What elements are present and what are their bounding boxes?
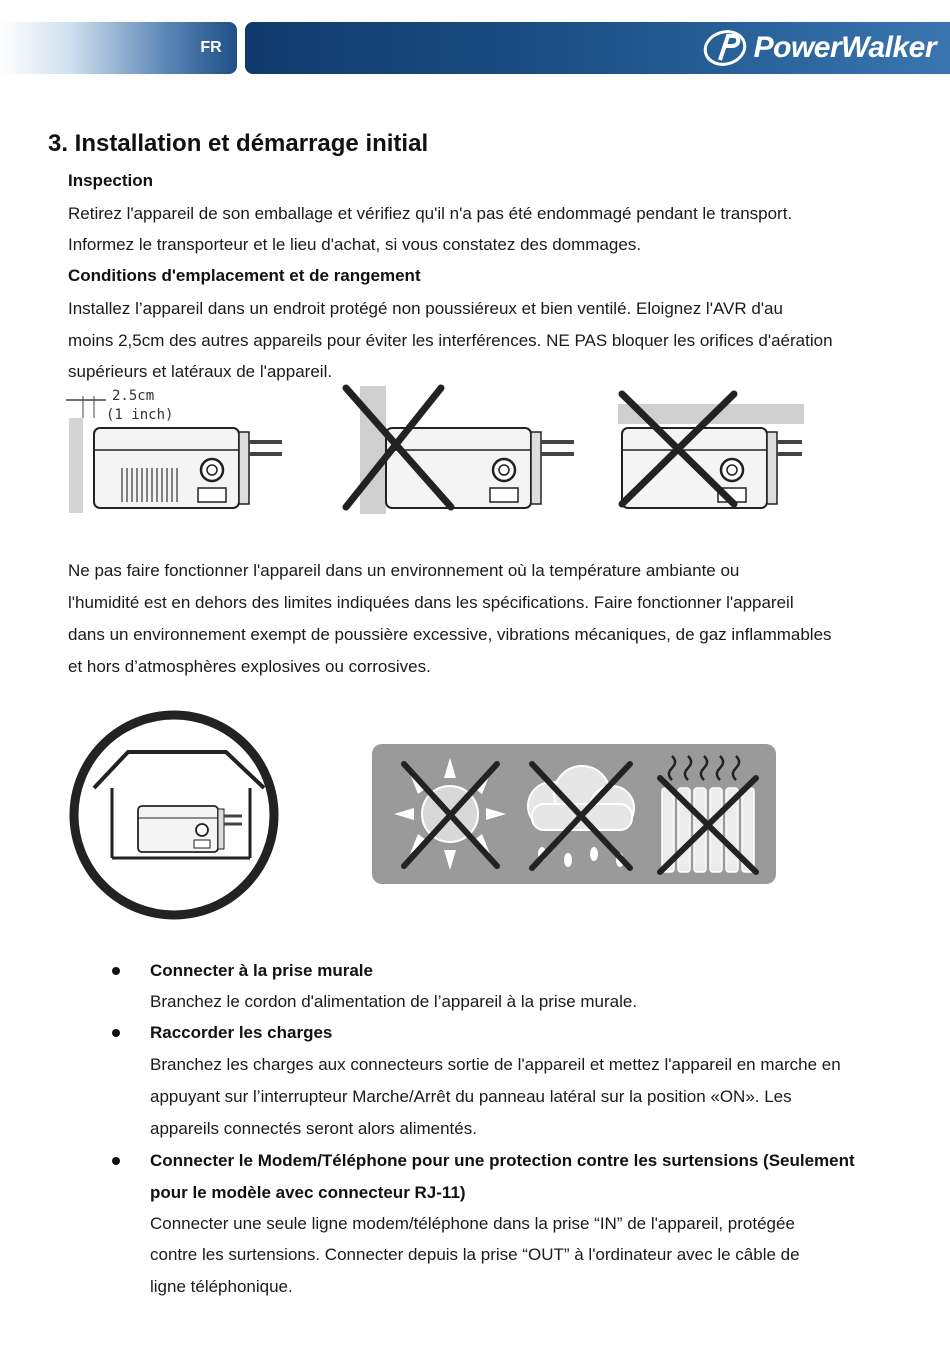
avr-unit-icon: [622, 428, 802, 508]
clearance-label-inch: (1 inch): [106, 407, 174, 423]
sheltered-unit-figure: [66, 708, 282, 922]
no-sun-icon: [394, 758, 506, 870]
avr-unit-icon: [94, 428, 282, 508]
bullet-2-line-2: appuyant sur l’interrupteur Marche/Arrêt du panneau latéral sur la position «ON». Les: [150, 1087, 792, 1106]
prohibited-environment-figure: [372, 744, 776, 884]
brand-name: PowerWalker: [753, 31, 936, 64]
environment-line-2: l'humidité est en dehors des limites indiquées dans les spécifications. Faire fonctionner l'appareil: [68, 593, 794, 612]
bullet-dot: [112, 967, 120, 975]
placement-heading: Conditions d'emplacement et de rangement: [68, 266, 421, 285]
bullet-2-line-3: appareils connectés seront alors alimentés.: [150, 1119, 477, 1138]
language-label: FR: [200, 39, 222, 56]
placement-line-2: moins 2,5cm des autres appareils pour éviter les interférences. NE PAS bloquer les orifices d'aération: [68, 331, 833, 350]
bullet-2-heading: Raccorder les charges: [150, 1023, 333, 1042]
inspection-line-2: Informez le transporteur et le lieu d'achat, si vous constatez des dommages.: [68, 235, 642, 254]
bullet-3-line-1: Connecter une seule ligne modem/téléphone dans la prise “IN” de l'appareil, protégée: [150, 1214, 795, 1233]
clearance-ok-panel: [66, 388, 282, 513]
powerwalker-logo-icon: [702, 28, 748, 68]
environment-line-3: dans un environnement exempt de poussière excessive, vibrations mécaniques, de gaz inflammables: [68, 625, 832, 644]
bullet-3-line-2: contre les surtensions. Connecter depuis la prise “OUT” à l'ordinateur avec le câble de: [150, 1245, 800, 1264]
placement-line-3: supérieurs et latéraux de l'appareil.: [68, 362, 333, 381]
bullet-1-heading: Connecter à la prise murale: [150, 961, 373, 980]
clearance-top-blocked-panel: [618, 394, 804, 508]
bullet-3-heading-cont: pour le modèle avec connecteur RJ-11): [150, 1183, 466, 1202]
clearance-wall-blocked-panel: [346, 386, 574, 514]
inspection-line-1: Retirez l'appareil de son emballage et vérifiez qu'il n'a pas été endommagé pendant le transport.: [68, 204, 793, 223]
placement-line-1: Installez l’appareil dans un endroit protégé non poussiéreux et bien ventilé. Eloignez l'AVR d'au: [68, 299, 783, 318]
clearance-label-cm: 2.5cm: [112, 388, 155, 404]
inspection-heading: Inspection: [68, 171, 154, 190]
bullet-3-heading: Connecter le Modem/Téléphone pour une protection contre les surtensions (Seulement: [150, 1151, 855, 1170]
wall-block: [69, 418, 83, 513]
brand-logo: [702, 28, 936, 68]
bullet-2-line-1: Branchez les charges aux connecteurs sortie de l'appareil et mettez l'appareil en marche en: [150, 1055, 841, 1074]
environment-line-1: Ne pas faire fonctionner l'appareil dans un environnement où la température ambiante ou: [68, 561, 740, 580]
section-title: 3. Installation et démarrage initial: [48, 130, 429, 157]
bullet-dot: [112, 1029, 120, 1037]
clearance-figure: [66, 382, 816, 517]
environment-line-4: et hors d’atmosphères explosives ou corrosives.: [68, 657, 431, 676]
bullet-3-line-3: ligne téléphonique.: [150, 1277, 293, 1296]
header-right-bar: [245, 22, 950, 74]
bullet-dot: [112, 1157, 120, 1165]
bullet-1-line-1: Branchez le cordon d'alimentation de l’appareil à la prise murale.: [150, 992, 638, 1011]
